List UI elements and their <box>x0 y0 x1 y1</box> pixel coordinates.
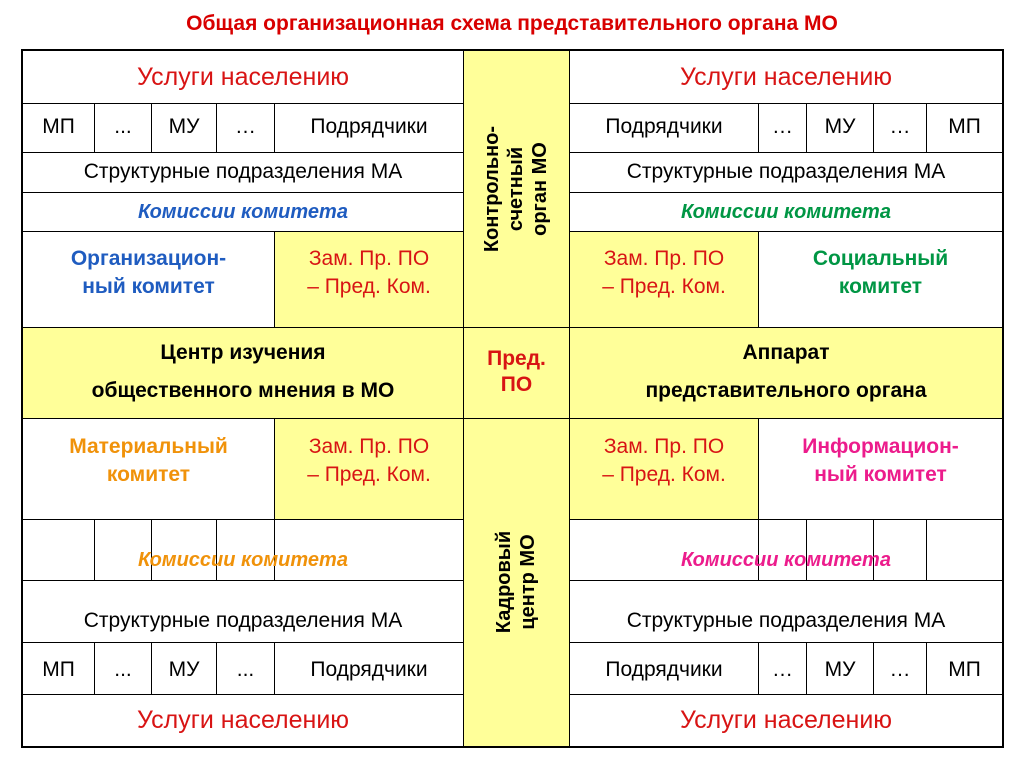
apparatus-line-1: Аппарат <box>742 341 830 365</box>
commissions-bottom-left: Комиссии комитета <box>138 548 348 571</box>
struct-divisions-bottom-right: Структурные подразделения МА <box>626 608 946 632</box>
grid-hline <box>570 580 1002 581</box>
control-body-line-3: орган МО <box>529 142 552 236</box>
dots-bottom-right-1: … <box>772 658 793 682</box>
social-committee <box>759 234 1002 312</box>
grid-hline <box>570 642 1002 643</box>
deputy-top-right-line-2: – Пред. Ком. <box>602 275 726 298</box>
info-committee-line-1: Информацион- <box>802 434 959 458</box>
personnel-center <box>464 418 569 746</box>
commissions-bottom-right: Комиссии комитета <box>681 548 891 571</box>
control-body-line-1: Контрольно- <box>481 125 504 253</box>
dots-top-left-2: … <box>235 115 256 139</box>
mp-bottom-left: МП <box>42 658 75 682</box>
org-committee-line-1: Организацион- <box>70 246 227 270</box>
social-committee-line-2: комитет <box>838 275 923 298</box>
opinion-center-line-1: Центр изучения <box>160 341 326 365</box>
grid-hline <box>23 519 463 520</box>
deputy-bottom-left <box>275 422 463 500</box>
info-committee-line-2: ный комитет <box>814 463 947 486</box>
contractors-bottom-left: Подрядчики <box>310 658 428 682</box>
mu-bottom-right: МУ <box>824 658 856 682</box>
grid-hline <box>23 642 463 643</box>
grid-hline <box>570 519 1002 520</box>
grid-hline <box>23 580 463 581</box>
mu-top-right: МУ <box>824 115 856 139</box>
social-committee-line-1: Социальный <box>812 246 949 270</box>
grid-hline <box>23 231 463 232</box>
material-committee <box>23 422 274 500</box>
dots-bottom-left-2: ... <box>236 658 255 682</box>
deputy-bottom-right <box>570 422 758 500</box>
deputy-top-right-line-1: Зам. Пр. ПО <box>603 246 725 270</box>
dots-top-left-1: ... <box>114 115 132 139</box>
apparatus-line-2: представительного органа <box>645 379 927 402</box>
contractors-top-right: Подрядчики <box>605 115 723 139</box>
apparatus <box>570 329 1002 415</box>
chair <box>464 329 569 415</box>
dots-top-right-1: … <box>772 115 793 139</box>
info-committee <box>759 422 1002 500</box>
commissions-top-right: Комиссии комитета <box>681 200 891 223</box>
dots-bottom-left-1: ... <box>114 658 132 682</box>
mp-bottom-right: МП <box>948 658 981 682</box>
struct-divisions-top-left: Структурные подразделения МА <box>83 159 403 183</box>
deputy-bottom-right-line-1: Зам. Пр. ПО <box>603 434 725 458</box>
services-top-left: Услуги населению <box>136 63 350 92</box>
grid-hline <box>23 327 1002 328</box>
deputy-bottom-left-line-2: – Пред. Ком. <box>307 463 431 486</box>
mu-bottom-left: МУ <box>168 658 200 682</box>
mu-top-left: МУ <box>168 115 200 139</box>
opinion-center <box>23 329 463 415</box>
chair-line-1: Пред. <box>487 346 546 370</box>
chair-line-2: ПО <box>500 373 533 396</box>
personnel-center-line-2: центр МО <box>517 534 540 630</box>
services-top-right: Услуги населению <box>679 63 893 92</box>
control-body-line-2: счетный <box>505 146 528 232</box>
mp-top-right: МП <box>948 115 981 139</box>
services-bottom-left: Услуги населению <box>136 705 350 734</box>
deputy-bottom-right-line-2: – Пред. Ком. <box>602 463 726 486</box>
org-committee <box>23 234 274 312</box>
struct-divisions-bottom-left: Структурные подразделения МА <box>83 608 403 632</box>
deputy-top-left-line-2: – Пред. Ком. <box>307 275 431 298</box>
opinion-center-line-2: общественного мнения в МО <box>91 379 395 402</box>
dots-top-right-2: … <box>889 115 911 139</box>
control-body <box>464 51 569 327</box>
services-bottom-right: Услуги населению <box>679 705 893 734</box>
diagram-title: Общая организационная схема представительного органа МО <box>186 12 838 35</box>
commissions-top-left: Комиссии комитета <box>138 200 348 223</box>
contractors-top-left: Подрядчики <box>310 115 428 139</box>
deputy-top-right <box>570 234 758 312</box>
grid-hline <box>570 231 1002 232</box>
contractors-bottom-right: Подрядчики <box>605 658 723 682</box>
material-committee-line-2: комитет <box>106 463 191 486</box>
deputy-top-left-line-1: Зам. Пр. ПО <box>308 246 430 270</box>
deputy-top-left <box>275 234 463 312</box>
mp-top-left: МП <box>42 115 75 139</box>
dots-bottom-right-2: … <box>889 658 911 682</box>
personnel-center-line-1: Кадровый <box>493 530 516 634</box>
struct-divisions-top-right: Структурные подразделения МА <box>626 159 946 183</box>
material-committee-line-1: Материальный <box>69 434 228 458</box>
deputy-bottom-left-line-1: Зам. Пр. ПО <box>308 434 430 458</box>
org-committee-line-2: ный комитет <box>82 275 215 298</box>
